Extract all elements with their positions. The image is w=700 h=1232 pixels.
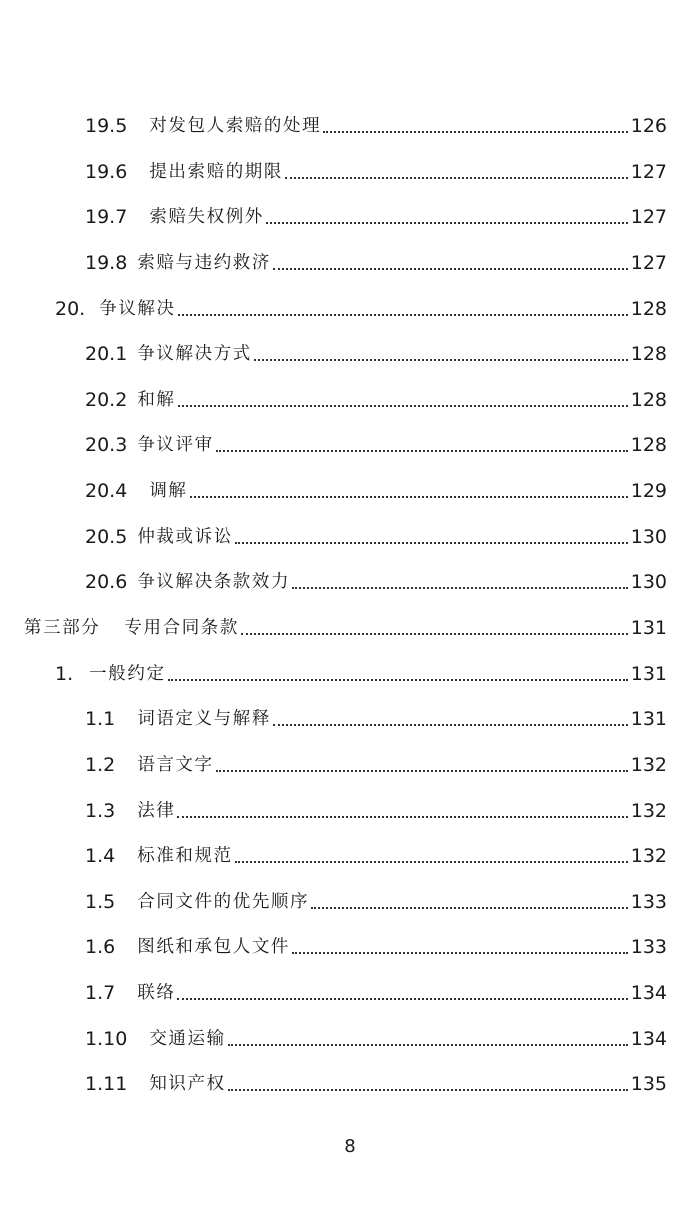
- toc-entry-page: 126: [630, 115, 667, 137]
- toc-entry-number: 第三部分: [24, 618, 101, 638]
- toc-entry-number: 20.2: [85, 389, 128, 411]
- dot-leader: [178, 405, 628, 407]
- dot-leader: [228, 1089, 628, 1091]
- toc-entry-1-6[interactable]: [85, 932, 667, 962]
- toc-entry-page: 131: [630, 708, 667, 730]
- toc-entry-title: 联络: [137, 983, 176, 1003]
- toc-entry-number: 19.8: [85, 252, 128, 274]
- toc-entry-1[interactable]: [55, 659, 667, 689]
- toc-entry-page: 130: [630, 571, 667, 593]
- toc-entry-page: 133: [630, 936, 667, 958]
- toc-entry-number: 1.2: [85, 754, 116, 776]
- toc-entry-number: 20.4: [85, 480, 128, 502]
- toc-entry-number: 20.3: [85, 434, 128, 456]
- toc-entry-title: 争议解决: [99, 299, 176, 319]
- toc-entry-number: 20.6: [85, 571, 128, 593]
- toc-entry-title: 图纸和承包人文件: [137, 937, 291, 957]
- toc-entry-title: 一般约定: [89, 664, 166, 684]
- toc-entry-page: 131: [630, 663, 667, 685]
- toc-entry-page: 127: [630, 206, 667, 228]
- toc-entry-19-6[interactable]: [85, 157, 667, 187]
- toc-entry-title: 语言文字: [137, 755, 214, 775]
- toc-entry-number: 1.: [55, 663, 74, 685]
- toc-entry-page: 134: [630, 982, 667, 1004]
- toc-entry-20-4[interactable]: [85, 476, 667, 506]
- dot-leader: [266, 222, 628, 224]
- toc-entry-page: 132: [630, 800, 667, 822]
- dot-leader: [292, 587, 628, 589]
- page-number: 8: [344, 1136, 356, 1157]
- toc-entry-page: 130: [630, 526, 667, 548]
- toc-entry-title: 对发包人索赔的处理: [149, 116, 322, 136]
- toc-entry-page: 128: [630, 298, 667, 320]
- dot-leader: [241, 633, 628, 635]
- toc-entry-title: 争议解决方式: [137, 344, 252, 364]
- dot-leader: [273, 724, 628, 726]
- toc-entry-number: 1.11: [85, 1073, 128, 1095]
- toc-entry-number: 19.6: [85, 161, 128, 183]
- toc-entry-title: 词语定义与解释: [137, 709, 271, 729]
- toc-entry-title: 标准和规范: [137, 846, 233, 866]
- toc-entry-title: 法律: [137, 801, 176, 821]
- toc-entry-number: 20.1: [85, 343, 128, 365]
- toc-entry-number: 1.5: [85, 891, 116, 913]
- toc-entry-1-4[interactable]: [85, 841, 667, 871]
- dot-leader: [177, 816, 627, 818]
- toc-entry-number: 20.5: [85, 526, 128, 548]
- dot-leader: [168, 679, 628, 681]
- toc-entry-page: 127: [630, 161, 667, 183]
- toc-entry-page: 127: [630, 252, 667, 274]
- toc-entry-20-2[interactable]: [85, 385, 667, 415]
- toc-entry-number: 1.7: [85, 982, 116, 1004]
- toc-entry-title: 知识产权: [149, 1074, 226, 1094]
- toc-entry-title: 专用合同条款: [124, 618, 240, 638]
- toc-entry-title: 索赔与违约救济: [137, 253, 272, 273]
- toc-entry-page: 128: [630, 343, 667, 365]
- toc-entry-part-3[interactable]: [24, 613, 667, 643]
- dot-leader: [311, 907, 628, 909]
- toc-entry-20-1[interactable]: [85, 339, 667, 369]
- toc-entry-19-7[interactable]: [85, 202, 667, 232]
- toc-entry-title: 提出索赔的期限: [149, 162, 284, 182]
- toc-entry-number: 19.5: [85, 115, 128, 137]
- toc-entry-title: 调解: [149, 481, 188, 501]
- toc-entry-20[interactable]: [55, 294, 667, 324]
- toc-entry-number: 1.1: [85, 708, 116, 730]
- dot-leader: [177, 998, 627, 1000]
- dot-leader: [254, 359, 628, 361]
- toc-entry-number: 1.6: [85, 936, 116, 958]
- toc-entry-20-3[interactable]: [85, 430, 667, 460]
- dot-leader: [235, 861, 628, 863]
- toc-entry-19-8[interactable]: [85, 248, 667, 278]
- toc-entry-20-6[interactable]: [85, 567, 667, 597]
- toc-entry-page: 135: [630, 1073, 667, 1095]
- toc-entry-number: 1.4: [85, 845, 116, 867]
- toc-entry-page: 129: [630, 480, 667, 502]
- toc-entry-1-2[interactable]: [85, 750, 667, 780]
- toc-entry-1-5[interactable]: [85, 887, 667, 917]
- toc-entry-page: 128: [630, 389, 667, 411]
- toc-entry-title: 仲裁或诉讼: [137, 527, 233, 547]
- toc-entry-1-7[interactable]: [85, 978, 667, 1008]
- toc-entry-title: 索赔失权例外: [149, 207, 264, 227]
- toc-entry-page: 132: [630, 845, 667, 867]
- toc-entry-1-1[interactable]: [85, 704, 667, 734]
- toc-entry-20-5[interactable]: [85, 522, 667, 552]
- toc-entry-number: 1.10: [85, 1028, 128, 1050]
- dot-leader: [285, 177, 628, 179]
- toc-entry-title: 和解: [137, 390, 176, 410]
- toc-entry-page: 131: [630, 617, 667, 639]
- dot-leader: [323, 131, 628, 133]
- dot-leader: [216, 770, 628, 772]
- dot-leader: [216, 450, 628, 452]
- toc-entry-page: 128: [630, 434, 667, 456]
- toc-entry-1-3[interactable]: [85, 796, 667, 826]
- toc-entry-title: 争议评审: [137, 435, 214, 455]
- toc-entry-title: 交通运输: [149, 1029, 226, 1049]
- toc-entry-title: 合同文件的优先顺序: [137, 892, 310, 912]
- toc-entry-1-11[interactable]: [85, 1069, 667, 1099]
- dot-leader: [190, 496, 628, 498]
- toc-entry-title: 争议解决条款效力: [137, 572, 291, 592]
- toc-entry-number: 20.: [55, 298, 86, 320]
- toc-entry-page: 132: [630, 754, 667, 776]
- toc-entry-19-5[interactable]: [85, 111, 667, 141]
- dot-leader: [178, 314, 628, 316]
- dot-leader: [292, 952, 628, 954]
- toc-entry-page: 134: [630, 1028, 667, 1050]
- toc-entry-number: 19.7: [85, 206, 128, 228]
- dot-leader: [235, 542, 628, 544]
- toc-entry-page: 133: [630, 891, 667, 913]
- dot-leader: [228, 1044, 628, 1046]
- toc-entry-1-10[interactable]: [85, 1024, 667, 1054]
- toc-entry-number: 1.3: [85, 800, 116, 822]
- dot-leader: [273, 268, 628, 270]
